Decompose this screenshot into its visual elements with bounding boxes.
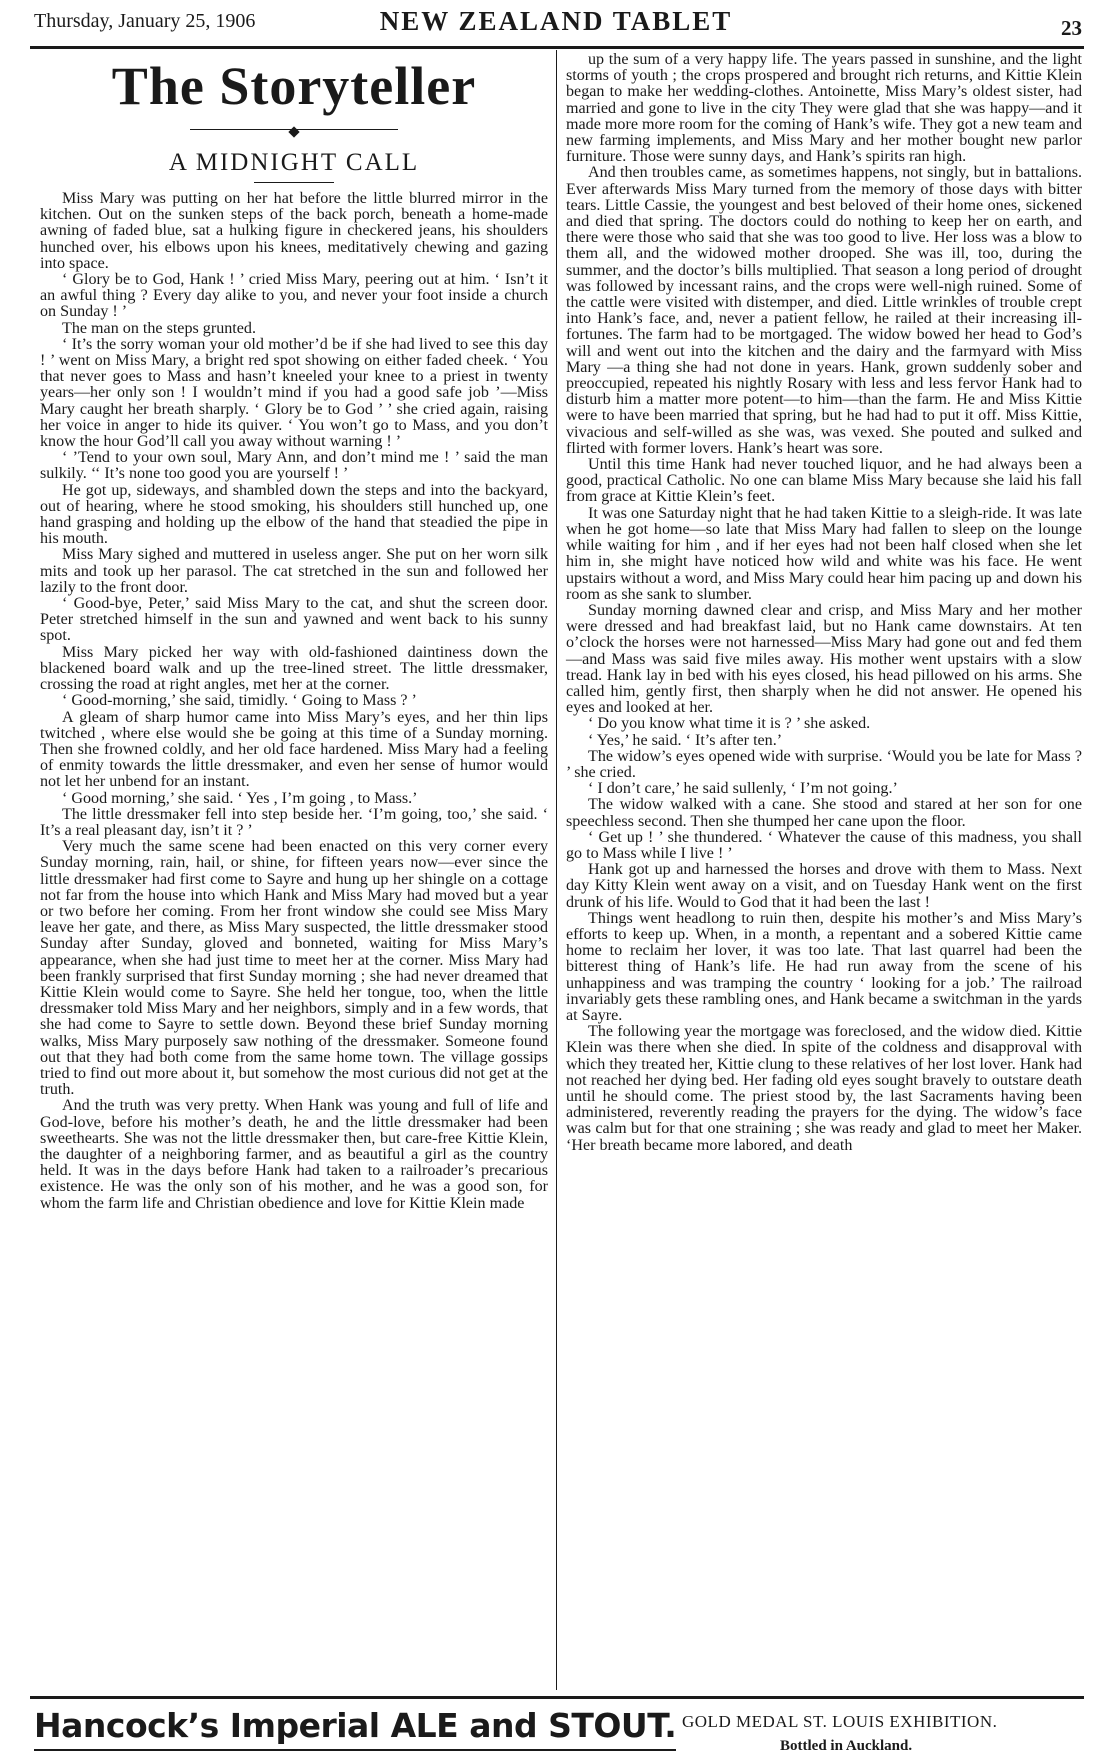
story-paragraph: And the truth was very pretty. When Hank was young and full of life and God-love, before his mother’s death, he and the little dressmaker had been sweethearts. She was not the little dressmaker then, but care-free Kittie Klein, the daughter of a neighboring farmer, and as beautiful a girl as the country held. It was in the days before Hank had taken to a railroader’s precarious existence. He was the only son of his mother, and he was a good son, for whom the farm life and Christian obedience and love for Kittie Klein made [40, 1097, 548, 1212]
left-column-body [40, 191, 548, 1212]
story-paragraph: Miss Mary was putting on her hat before the little blurred mirror in the kitchen. Out on the sunken steps of the back porch, beneath a home-made awning of faded blue, sat a hulking figure in checkered jeans, his shoulders hunched over, his elbows upon his knees, meditatively chewing and gazing into space. [40, 190, 548, 272]
story-paragraph: Very much the same scene had been enacted on this very corner every Sunday morning, rain, hail, or shine, for fifteen years now—ever since the little dressmaker had first come to Sayre and hung up her shingle on a cottage not far from the house into which Hank and Miss Mary had moved but a year or two before her coming. From her front window she could see Miss Mary leave her gate, and there, as Miss Mary suspected, the little dressmaker stood Sunday after Sunday, gloved and bonneted, waiting for Miss Mary’s appearance, when she had just time to meet her at the corner. Miss Mary had been frankly surprised that first Sunday morning ; she had never dreamed that Kittie Klein would come to Sayre. She held her tongue, too, when the little dressmaker told Miss Mary and her neighbors, simply and in a few words, that she had come to Sayre to settle down. Beyond these brief Sunday morning walks, Miss Mary purposely saw nothing of the dressmaker. Someone found out that they had both come from the same home town. The village gossips tried to find out more about it, but somehow the most curious did not get at the truth. [40, 838, 548, 1099]
story-paragraph: ‘ It’s the sorry woman your old mother’d be if she had lived to see this day ! ’ went on Miss Mary, a bright red spot showing on either faded cheek. ‘ You that never goes to Mass and hasn’t kneeled your knee to a priest in twenty years—her only son ! I wouldn’t mind if you had a good safe job ’—Miss Mary caught her breath sharply. ‘ Glory be to God ’ ’ she cried again, raising her voice in anger to hide its quiver. ‘ You won’t go to Mass, and you don’t know the hour God’ll call you away without warning ! ’ [40, 335, 548, 451]
story-paragraph: Things went headlong to ruin then, despite his mother’s and Miss Mary’s efforts to keep up. When, in a month, a repentant and a sobered Kittie came home to reclaim her lover, it was too late. That last quarrel had been the bitterest thing of Hank’s life. He had run away from the scene of his unhappiness and was tramping the country ‘ looking for a job.’ The railroad invariably gets these rambling ones, and Hank became a switchman in the yards at Sayre. [566, 909, 1082, 1024]
column-divider [556, 50, 557, 1690]
story-paragraph: Hank got up and harnessed the horses and drove with them to Mass. Next day Kitty Klein went away on a visit, and on Tuesday Hank went on the first drunk of his life. Would to God that it had been the last ! [566, 861, 1082, 911]
masthead [30, 6, 1082, 44]
story-paragraph: He got up, sideways, and shambled down the steps and into the backyard, out of hearing, where he stood smoking, his shoulders still hunched up, one hand grasping and holding up the elbow of the hand that steadied the pipe in his mouth. [40, 481, 548, 548]
paper-title: NEW ZEALAND TABLET [379, 6, 733, 36]
story-paragraph: ‘ Good-bye, Peter,’ said Miss Mary to the cat, and shut the screen door. Peter stretched himself in the sun and yawned and went back to his sunny spot. [40, 595, 548, 645]
story-paragraph: The man on the steps grunted. [62, 319, 256, 337]
story-paragraph: ‘ Do you know what time it is ? ’ she asked. [588, 715, 871, 733]
ornament-divider [40, 120, 548, 140]
story-title: A MIDNIGHT CALL [168, 149, 420, 176]
story-paragraph: ‘ I don’t care,’ he said sullenly, ‘ I’m not going.’ [588, 780, 898, 798]
story-paragraph: ‘ Good-morning,’ she said, timidly. ‘ Going to Mass ? ’ [62, 692, 417, 710]
story-paragraph: A gleam of sharp humor came into Miss Mary’s eyes, and her thin lips twitched , where else would she be going at this time of a Sunday morning. Then she frowned coldly, and her old face hardened. Miss Mary had a feeling of enmity towards the little dressmaker, and even her sense of humor would not let her unbend for an instant. [40, 708, 548, 791]
footer-rule [30, 1696, 1084, 1699]
story-paragraph: ‘ Get up ! ’ she thundered. ‘ Whatever the cause of this madness, you shall go to Mass while I live ! ’ [566, 828, 1082, 862]
right-column [566, 52, 1082, 1154]
story-paragraph: up the sum of a very happy life. The years passed in sunshine, and the light storms of youth ; the crops prospered and brought rich returns, and Kittie Klein began to make her wedding-clothes. Antoinette, Miss Mary’s oldest sister, had married and gone to live in the city They were glad that she was happy—and it made more more room for the coming of Hank’s wife. They got a new team and new farming implements, and Miss Mary and her mother bought new parlor furniture. Those were sunny days, and Hank’s spirits ran high. [566, 51, 1082, 166]
title-rule [254, 182, 334, 183]
story-paragraph: And then troubles came, as sometimes happens, not singly, but in battalions. Ever afterwards Miss Mary turned from the memory of those days with bitter tears. Little Cassie, the youngest and best beloved of their home ones, sickened and died that spring. The doctors could do nothing to keep her on earth, and there were those who said that she was too good to live. Her loss was a blow to them all, and the widowed mother drooped. She was ill, too, during the summer, and the doctor’s bills multiplied. That season a long period of drought was followed by incessant rains, and the crops were well-nigh ruined. Some of the cattle were visited with distemper, and died. Little wrinkles of trouble crept into Hank’s face, and, never a patient fellow, he railed at their increasing ill-fortunes. The farm had to be mortgaged. The widow bowed her head to God’s will and went out into the kitchen and the dairy and the farmyard with Miss Mary —a thing she had not done in years. Hank, grown suddenly sober and preoccupied, repeated his nightly Rosary with less and less fervor Hank had to disturb him a matter more potent—to him—than the farm. He and Miss Kittie were to have been married that spring, but he had had to put it off. Miss Kittie, vivacious and self-willed as she was, was vexed. She pouted and sulked and flirted with former lovers. Hank’s heart was sore. [566, 164, 1082, 457]
story-paragraph: ‘ Good morning,’ she said. ‘ Yes , I’m going , to Mass.’ [62, 789, 418, 807]
ale-advertisement: Hancock’s Imperial ALE and STOUT. [34, 1706, 676, 1751]
story-paragraph: It was one Saturday night that he had taken Kittie to a sleigh-ride. It was late when he got home—so late that Miss Mary had fallen to sleep on the lounge while waiting for him , and if her eyes had not been half closed when she let him in, she might have noticed how wild and white was his face. He went upstairs without a word, and Miss Mary could hear him pacing up and down his room as she sank to slumber. [566, 504, 1082, 603]
right-column-body [566, 52, 1082, 1154]
story-paragraph: The widow’s eyes opened wide with surprise. ‘Would you be late for Mass ? ’ she cried. [566, 747, 1082, 781]
bottled-notice: Bottled in Auckland. [780, 1738, 913, 1754]
story-paragraph: Until this time Hank had never touched liquor, and he had always been a good, practical Catholic. No one can blame Miss Mary because she laid his fall from grace at Kittie Klein’s feet. [566, 456, 1082, 506]
section-title: The Storyteller [111, 56, 477, 116]
header-rule [30, 46, 1084, 49]
story-paragraph: Sunday morning dawned clear and crisp, and Miss Mary and her mother were dressed and had breakfast laid, but no Hank came downstairs. At ten o’clock the horses were not harnessed—Miss Mary had gone out and fed them—and Mass was said five miles away. His mother went upstairs with a slow tread. Hank lay in bed with his eyes closed, his head pillowed on his arms. She called him, gently first, then sharply when he did not answer. He opened his eyes and looked at her. [566, 601, 1082, 717]
left-column [40, 52, 548, 1212]
story-paragraph: The widow walked with a cane. She stood and stared at her son for one speechless second. Then she thumped her cane upon the floor. [566, 796, 1082, 830]
story-paragraph: Miss Mary sighed and muttered in useless anger. She put on her worn silk mits and took up her parasol. The cat stretched in the sun and followed her lazily to the front door. [40, 546, 548, 596]
story-paragraph: The following year the mortgage was foreclosed, and the widow died. Kittie Klein was there when she died. In spite of the coldness and disapproval with which they treated her, Kittie clung to these relatives of her lost lover. Hank had not reached her dying bed. Her fading old eyes sought bravely to outstare death until he should come. The priest stood by, the last Sacraments having been administered, reverently reading the prayers for the dying. The widow’s face was calm but for that one straining ; she was ready and glad to meet her Maker. ‘Her breath became more labored, and death [566, 1023, 1082, 1154]
issue-date: Thursday, January 25, 1906 [34, 10, 256, 32]
page-number: 23 [1061, 16, 1082, 40]
story-paragraph: ‘ ’Tend to your own soul, Mary Ann, and don’t mind me ! ’ said the man sulkily. ‘‘ It’s none too good you are yourself ! ’ [40, 449, 548, 483]
story-paragraph: The little dressmaker fell into step beside her. ‘I’m going, too,’ she said. ‘ It’s a real pleasant day, isn’t it ? ’ [40, 805, 548, 839]
exhibition-notice: GOLD MEDAL ST. LOUIS EXHIBITION. [682, 1712, 998, 1731]
story-paragraph: Miss Mary picked her way with old-fashioned daintiness down the blackened board walk and up the tree-lined street. The little dressmaker, crossing the road at right angles, met her at the corner. [40, 643, 548, 694]
story-paragraph: ‘ Glory be to God, Hank ! ’ cried Miss Mary, peering out at him. ‘ Isn’t it an awful thing ? Every day alike to you, and never your foot inside a church on Sunday ! ’ [40, 271, 548, 321]
story-paragraph: ‘ Yes,’ he said. ‘ It’s after ten.’ [588, 731, 783, 749]
